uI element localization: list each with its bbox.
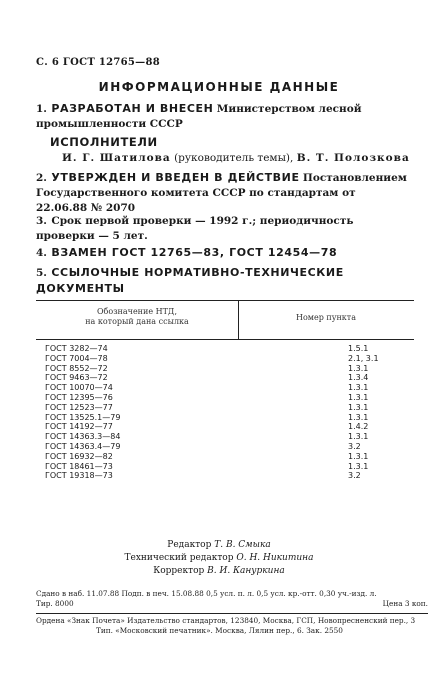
cell-document: ГОСТ 19318—73 — [45, 471, 113, 481]
cell-document: ГОСТ 16932—82 — [45, 451, 113, 461]
cell-item-number: 1.4.2 — [348, 422, 369, 432]
cell-item-number: 1.3.1 — [348, 392, 369, 402]
section-text: Министерством лесной промышленности СССР — [36, 103, 362, 130]
cell-document: ГОСТ 8552—72 — [45, 363, 108, 373]
section-text: Постановлением Государственного комитета СССР по стандартам от 22.06.88 № 2070 — [36, 172, 407, 214]
cell-item-number: 1.3.4 — [348, 373, 369, 383]
cell-document: ГОСТ 14363.4—79 — [45, 441, 121, 451]
performers — [62, 152, 410, 164]
printer-line: Тип. «Московский печатник». Москва, Лялин пер., 6. Зак. 2550 — [96, 626, 343, 635]
section-number: 5. — [36, 267, 47, 279]
column-header-document: Обозначение НТД, на который дана ссылка — [85, 307, 189, 326]
column-header-item: Номер пункта — [296, 313, 356, 322]
cell-item-number: 1.3.1 — [348, 461, 369, 471]
cell-document: ГОСТ 13525.1—79 — [45, 412, 121, 422]
section-5 — [36, 265, 408, 297]
section-label: ВЗАМЕН ГОСТ 12765—83, ГОСТ 12454—78 — [51, 246, 338, 259]
tech-editor-line: Технический редактор О. Н. Никитина — [124, 553, 314, 563]
cell-item-number: 3.2 — [348, 471, 361, 481]
performer-role: (руководитель темы), — [174, 152, 294, 164]
cell-item-number: 1.3.1 — [348, 451, 369, 461]
printing-house-info — [36, 613, 428, 636]
editor-line: Редактор Т. В. Смыка — [167, 540, 271, 550]
section-2 — [36, 170, 408, 216]
price: Цена 3 коп. — [382, 599, 428, 608]
table-body — [36, 340, 414, 481]
table-row — [36, 364, 414, 374]
section-text: Срок первой проверки — 1992 г.; периодичность проверки — 5 лет. — [36, 215, 354, 242]
cell-item-number: 1.3.1 — [348, 412, 369, 422]
table-row — [36, 471, 414, 481]
section-label: ССЫЛОЧНЫЕ НОРМАТИВНО-ТЕХНИЧЕСКИЕ ДОКУМЕНТЫ — [36, 266, 344, 295]
publisher-line: Ордена «Знак Почета» Издательство стандартов, 123840, Москва, ГСП, Новопресненский пер., 3 — [36, 616, 416, 625]
page-title: ИНФОРМАЦИОННЫЕ ДАННЫЕ — [98, 80, 340, 94]
section-3 — [36, 214, 408, 244]
cell-document: ГОСТ 10070—74 — [45, 383, 113, 393]
section-number: 1. — [36, 103, 47, 115]
section-4 — [36, 245, 408, 261]
table-header — [36, 300, 414, 340]
credits — [0, 539, 438, 578]
cell-item-number: 1.5.1 — [348, 344, 369, 353]
page-header: С. 6 ГОСТ 12765—88 — [36, 57, 160, 68]
cell-document: ГОСТ 12395—76 — [45, 392, 113, 402]
cell-item-number: 1.3.1 — [348, 432, 369, 442]
cell-item-number: 1.3.1 — [348, 402, 369, 412]
print-run: Тир. 8000 — [36, 599, 74, 608]
cell-document: ГОСТ 14363.3—84 — [45, 432, 121, 442]
section-label: УТВЕРЖДЕН И ВВЕДЕН В ДЕЙСТВИЕ — [51, 171, 300, 184]
cell-document: ГОСТ 3282—74 — [45, 344, 108, 353]
cell-document: ГОСТ 18461—73 — [45, 461, 113, 471]
table-row — [36, 344, 414, 354]
table-row — [36, 354, 414, 364]
table-row — [36, 383, 414, 393]
cell-document: ГОСТ 7004—78 — [45, 353, 108, 363]
publishing-info — [36, 589, 428, 609]
table-row — [36, 413, 414, 423]
performer-name: В. Т. Полозкова — [296, 152, 410, 164]
cell-item-number: 3.2 — [348, 441, 361, 451]
section-number: 4. — [36, 247, 47, 259]
performer-name: И. Г. Шатилова — [62, 152, 171, 164]
performers-label: ИСПОЛНИТЕЛИ — [50, 135, 158, 149]
section-label: РАЗРАБОТАН И ВНЕСЕН — [51, 102, 214, 115]
reference-table — [36, 300, 414, 481]
section-number: 2. — [36, 172, 47, 184]
section-number: 3. — [36, 215, 47, 227]
cell-document: ГОСТ 14192—77 — [45, 422, 113, 432]
publishing-line: Сдано в наб. 11.07.88 Подп. в печ. 15.08.88 0,5 усл. п. л. 0,5 усл. кр.-отт. 0,30 уч.-изд. л. — [36, 589, 377, 598]
cell-document: ГОСТ 12523—77 — [45, 402, 113, 412]
table-row — [36, 373, 414, 383]
table-row — [36, 403, 414, 413]
cell-document: ГОСТ 9463—72 — [45, 373, 108, 383]
table-row — [36, 422, 414, 432]
table-row — [36, 393, 414, 403]
cell-item-number: 2.1, 3.1 — [348, 353, 379, 363]
section-1 — [36, 101, 408, 132]
table-row — [36, 442, 414, 452]
corrector-line: Корректор В. И. Кануркина — [153, 566, 285, 576]
table-row — [36, 432, 414, 442]
table-row — [36, 462, 414, 472]
table-row — [36, 452, 414, 462]
cell-item-number: 1.3.1 — [348, 363, 369, 373]
cell-item-number: 1.3.1 — [348, 383, 369, 393]
